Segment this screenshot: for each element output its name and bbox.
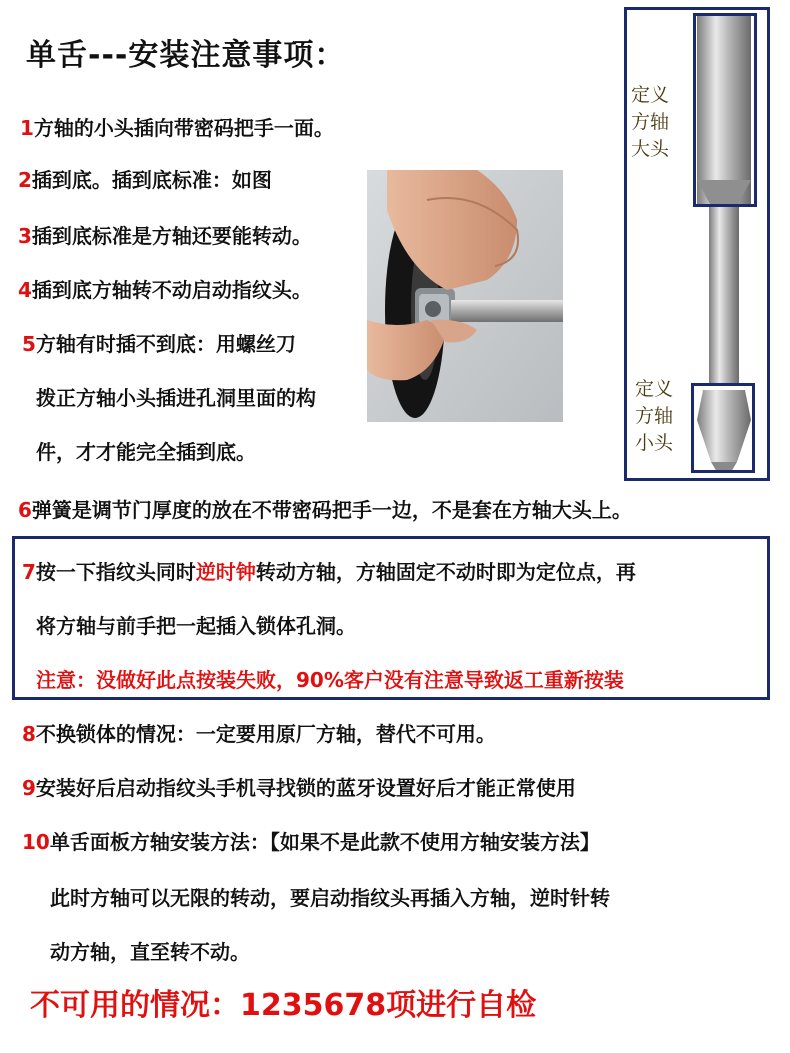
item-6 bbox=[18, 494, 632, 523]
insertion-photo bbox=[367, 170, 563, 422]
item-text: 插到底。插到底标准：如图 bbox=[31, 168, 272, 192]
item-number: 10 bbox=[22, 830, 50, 854]
item-number: 7 bbox=[22, 560, 36, 584]
shaft-diagram bbox=[624, 7, 770, 481]
item-7-cont-1: 将方轴与前手把一起插入锁体孔洞。 bbox=[36, 614, 356, 638]
item-number: 8 bbox=[22, 722, 36, 746]
item-10-cont-1: 此时方轴可以无限的转动，要启动指纹头再插入方轴，逆时针转 bbox=[50, 886, 610, 910]
item-7 bbox=[22, 556, 636, 585]
item-10-cont-2: 动方轴，直至转不动。 bbox=[50, 940, 250, 964]
item-9 bbox=[22, 772, 576, 801]
item-text: 弹簧是调节门厚度的放在不带密码把手一边，不是套在方轴大头上。 bbox=[31, 498, 632, 522]
warning-note: 注意：没做好此点按装失败，90%客户没有注意导致返工重新按装 bbox=[36, 668, 624, 692]
item-number: 3 bbox=[18, 224, 32, 248]
item-1 bbox=[20, 112, 334, 141]
item-number: 2 bbox=[18, 168, 32, 192]
item-text: 方轴有时插不到底：用螺丝刀 bbox=[35, 332, 296, 356]
item-text: 不换锁体的情况：一定要用原厂方轴，替代不可用。 bbox=[35, 722, 496, 746]
item-number: 6 bbox=[18, 498, 32, 522]
item-text: 插到底标准是方轴还要能转动。 bbox=[31, 224, 312, 248]
item-text: 单舌面板方轴安装方法：【如果不是此款不使用方轴安装方法】 bbox=[49, 830, 600, 854]
small-end-highlight bbox=[691, 383, 755, 473]
item-number: 4 bbox=[18, 278, 32, 302]
big-end-highlight bbox=[693, 13, 757, 207]
item-5 bbox=[22, 328, 296, 357]
item-text: 插到底方轴转不动启动指纹头。 bbox=[31, 278, 312, 302]
item-3 bbox=[18, 220, 312, 249]
item-number: 9 bbox=[22, 776, 36, 800]
item-text: 按一下指纹头同时 bbox=[35, 560, 196, 584]
item-text: 转动方轴，方轴固定不动时即为定位点，再 bbox=[255, 560, 636, 584]
item-text: 安装好后启动指纹头手机寻找锁的蓝牙设置好后才能正常使用 bbox=[35, 776, 576, 800]
item-8 bbox=[22, 718, 496, 747]
item-text: 方轴的小头插向带密码把手一面。 bbox=[33, 116, 334, 140]
item-text-highlight: 逆时钟 bbox=[195, 560, 256, 584]
item-4 bbox=[18, 274, 312, 303]
big-end-caption: 定义 方轴 大头 bbox=[631, 84, 670, 160]
page-title: 单舌---安装注意事项： bbox=[26, 38, 346, 73]
self-check-note: 不可用的情况：1235678项进行自检 bbox=[30, 988, 537, 1023]
item-2 bbox=[18, 164, 272, 193]
item-number: 5 bbox=[22, 332, 36, 356]
small-end-caption: 定义 方轴 小头 bbox=[635, 378, 674, 454]
item-5-cont-2: 件，才才能完全插到底。 bbox=[36, 440, 256, 464]
item-number: 1 bbox=[20, 116, 34, 140]
item-10 bbox=[22, 826, 600, 855]
item-5-cont-1: 拨正方轴小头插进孔洞里面的构 bbox=[36, 386, 316, 410]
